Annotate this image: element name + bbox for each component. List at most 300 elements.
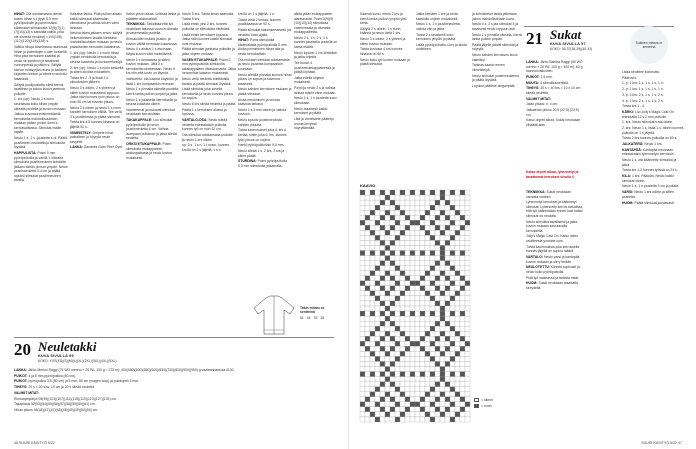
paragraph: Vaihtoehto: ota kaaviot käyttöön ja lisää 1 krs kumpaankin reunaan.	[126, 77, 178, 86]
chart-cell	[440, 372, 445, 377]
chart-cell	[395, 367, 400, 372]
chart-cell	[365, 417, 370, 422]
chart-cell	[385, 205, 390, 210]
chart-cell	[390, 220, 395, 225]
paragraph: HIHAT: Ota odottamassa olevat toisen hihan s-t (tyyli S,5 mm pyöröpuikolle ja poimi lisäksi kädenalan silmukoista 12(5)(7)(1)(7)(10)(13) s sankalla välillä, joita ole sinnekä neulotut) =100(108)(112)(120)(124)(128) s.	[14, 12, 65, 44]
chart-cell	[450, 195, 455, 200]
paragraph: Neulo kahden kerroksen kuvio valmiiksi.	[472, 53, 518, 62]
chart-cell	[365, 346, 370, 351]
chart-cell	[385, 251, 390, 256]
chart-cell	[395, 407, 400, 412]
chart-cell	[415, 190, 420, 195]
chart-cell	[370, 266, 375, 271]
chart-cell	[390, 346, 395, 351]
chart-cell	[440, 195, 445, 200]
chart-cell	[385, 351, 390, 356]
chart-cell	[425, 230, 430, 235]
chart-cell	[415, 266, 420, 271]
chart-cell	[440, 235, 445, 240]
chart-cell	[360, 195, 365, 200]
chart-cell	[440, 377, 445, 382]
chart-cell	[445, 351, 450, 356]
chart-cell	[390, 351, 395, 356]
chart-cell	[370, 261, 375, 266]
chart-cell	[390, 377, 395, 382]
chart-cell	[460, 296, 465, 301]
chart-cell	[435, 361, 440, 366]
chart-cell	[455, 387, 460, 392]
chart-cell	[440, 311, 445, 316]
chart-cell	[360, 301, 365, 306]
chart-cell	[460, 336, 465, 341]
chart-cell	[375, 225, 380, 230]
chart-cell	[365, 256, 370, 261]
chart-cell	[465, 296, 470, 301]
chart-cell	[440, 341, 445, 346]
chart-cell	[450, 261, 455, 266]
chart-cell	[445, 271, 450, 276]
chart-cell	[425, 346, 430, 351]
chart-cell	[395, 271, 400, 276]
chart-cell	[410, 286, 415, 291]
chart-cell	[460, 276, 465, 281]
chart-cell	[380, 336, 385, 341]
paragraph: Kalkaise lanka. Pidä puikon allaan kaikki silmukat kädenalan silmukoina ja vaihda toisen värin lankaan.	[70, 12, 122, 30]
chart-cell	[370, 240, 375, 245]
chart-cell	[460, 256, 465, 261]
paragraph: VIIMEISTELY: Ompele hihat paikalleen ja höyrytä neule kevyesti.	[70, 130, 113, 144]
chart-cell	[465, 321, 470, 326]
paragraph: TEKNIIKKA: Tarkoittaa että työ neulotaan tasossa vuoroin oikealla ja vasemmalla puolella.	[126, 22, 179, 36]
chart-cell	[370, 286, 375, 291]
chart-cell	[435, 251, 440, 256]
chart-cell	[365, 311, 370, 316]
chart-cell	[425, 402, 430, 407]
chart-cell	[450, 407, 455, 412]
chart-cell	[360, 341, 365, 346]
chart-cell	[445, 266, 450, 271]
chart-cell	[380, 215, 385, 220]
chart-cell	[360, 240, 365, 245]
paragraph: Neulo 1 s, 1 n joustetta 3 cm ja päätä.	[622, 184, 679, 189]
chart-cell	[455, 321, 460, 326]
chart-cell	[380, 382, 385, 387]
chart-cell	[450, 215, 455, 220]
paragraph: Neuloa lakea jatkaen ensin: säilytä heikentämisen lavalla kiinteästi mahdollisuuksien mukaan ja neulo palauttavien kerrosten kaltaisena.	[70, 31, 123, 50]
chart-cell	[465, 382, 470, 387]
chart-cell	[415, 261, 420, 266]
chart-cell	[390, 372, 395, 377]
chart-cell	[390, 387, 395, 392]
chart-cell	[370, 382, 375, 387]
chart-cell	[430, 256, 435, 261]
paragraph: Neulo koko työ kuvion mukaan ja päätä silmukat.	[360, 57, 410, 67]
chart-cell	[405, 351, 410, 356]
chart-cell	[455, 215, 460, 220]
chart-cell	[390, 230, 395, 235]
chart-cell	[400, 195, 405, 200]
chart-cell	[425, 245, 430, 250]
legend-label: = oikein	[481, 398, 493, 402]
chart-cell	[410, 210, 415, 215]
chart-cell	[415, 251, 420, 256]
chart-cell	[445, 356, 450, 361]
chart-cell	[430, 412, 435, 417]
chart-cell	[400, 296, 405, 301]
chart-cell	[385, 271, 390, 276]
chart-cell	[390, 271, 395, 276]
chart-cell	[450, 296, 455, 301]
chart-cell	[445, 261, 450, 266]
paragraph: TEKNIIKKA: Sukat neulotaan varrasta varteen.	[526, 190, 572, 199]
paragraph: alkita ylään etukappaleen alareunasta. Poimi 8(9)(9)(10)(10)(10) silmukkaa vasemmasta ja oikeasta etukappaleesta.	[294, 12, 334, 35]
chart-cell	[450, 387, 455, 392]
paragraph: Pidä työ vaaleassa ja tarkista mitat.	[526, 275, 580, 280]
chart-cell	[365, 200, 370, 205]
chart-cell	[410, 271, 415, 276]
chart-cell	[440, 417, 445, 422]
paragraph: Neulo 2 s oikein ja neulo 1 s nurin kahden kerroksen välillä. Tee vielä 3 s joustimessa ja päätä silmukat.	[70, 105, 122, 119]
chart-cell	[420, 205, 425, 210]
chart-cell	[380, 351, 385, 356]
chart-cell	[425, 387, 430, 392]
chart-cell	[465, 392, 470, 397]
chart-cell	[460, 412, 465, 417]
chart-cell	[420, 240, 425, 245]
chart-cell	[410, 190, 415, 195]
paragraph: Liitä ja viimeistele päätetyt reunat kevyesti höyryttämällä.	[294, 116, 334, 131]
chart-cell	[395, 306, 400, 311]
chart-cell	[460, 286, 465, 291]
chart-cell	[400, 377, 405, 382]
chart-cell	[365, 367, 370, 372]
chart-cell	[420, 215, 425, 220]
chart-cell	[425, 286, 430, 291]
chart-cell	[385, 306, 390, 311]
chart-cell	[370, 256, 375, 261]
chart-cell	[415, 220, 420, 225]
chart-cell	[410, 417, 415, 422]
chart-cell	[370, 225, 375, 230]
chart-cell	[465, 235, 470, 240]
chart-cell	[365, 407, 370, 412]
paragraph: Tee kuviot 4 joustinneulekappaleessa ja päätä löyhästi.	[294, 61, 335, 75]
chart-cell	[465, 306, 470, 311]
chart-cell	[410, 205, 415, 210]
paragraph: PUIKOT: 4 ja 5 mm pyöröpuikko (80 cm).	[14, 373, 76, 378]
chart-cell	[395, 240, 400, 245]
chart-cell	[375, 387, 380, 392]
paragraph: 1. p: 1 krs: 1 s, 1 s, 1 s, 1 n.	[622, 81, 664, 86]
chart-cell	[415, 205, 420, 210]
paragraph: 2. krs: Neulo 1 s, lisää 1 s, oikein kunnes puikolla on 1 s jäljellä.	[622, 126, 684, 135]
chart-cell	[375, 261, 380, 266]
paragraph: Neulo silmukat joustinneuleena ja päätä löysästi.	[472, 73, 519, 83]
chart-cell	[460, 220, 465, 225]
chart-cell	[395, 235, 400, 240]
chart-cell	[420, 326, 425, 331]
chart-cell	[360, 372, 365, 377]
chart-cell	[410, 387, 415, 392]
chart-cell	[430, 220, 435, 225]
chart-cell	[395, 397, 400, 402]
chart-cell	[455, 412, 460, 417]
chart-cell	[390, 336, 395, 341]
chart-cell	[370, 306, 375, 311]
chart-cell	[430, 276, 435, 281]
chart-cell	[405, 291, 410, 296]
chart-cell	[390, 240, 395, 245]
chart-cell	[410, 195, 415, 200]
chart-cell	[425, 407, 430, 412]
chart-cell	[375, 311, 380, 316]
chart-cell	[400, 316, 405, 321]
chart-cell	[370, 341, 375, 346]
chart-cell	[425, 266, 430, 271]
chart-cell	[380, 331, 385, 336]
paragraph: Lopuksi päättele langanpäät.	[472, 83, 516, 88]
chart-cell	[405, 240, 410, 245]
chart-cell	[430, 402, 435, 407]
chart-cell	[360, 331, 365, 336]
chart-cell	[385, 372, 390, 377]
chart-cell	[395, 417, 400, 422]
chart-cell	[455, 377, 460, 382]
chart-cell	[420, 367, 425, 372]
chart-cell	[415, 407, 420, 412]
chart-cell	[465, 200, 470, 205]
chart-cell	[405, 387, 410, 392]
paragraph: Päätä 1 s kerroksen alussa ja lopussa.	[182, 107, 227, 117]
chart-cell	[440, 271, 445, 276]
chart-cell	[425, 311, 430, 316]
chart-cell	[385, 387, 390, 392]
chart-cell	[415, 311, 420, 316]
chart-cell	[370, 230, 375, 235]
chart-cell	[370, 200, 375, 205]
chart-cell	[435, 256, 440, 261]
chart-cell	[445, 372, 450, 377]
chart-cell	[395, 266, 400, 271]
chart-cell	[440, 346, 445, 351]
paragraph: NEULOTETTU: Kiinnitä sopivasti ja neulo koko pyöröpuikolla.	[526, 265, 580, 274]
chart-cell	[365, 372, 370, 377]
paragraph: VASEN ETUKAPPALE: Poimi 3 mm pyöröpuikolla silmukoita takakappaleen olkasaumasta. Jatka neulomista kaavion mukaisesti.	[182, 57, 236, 76]
chart-cell	[430, 205, 435, 210]
chart-cell	[360, 291, 365, 296]
chart-cell	[375, 240, 380, 245]
paragraph: Päätä silmukat kaksinkertaisesti jos neulottu koko ajalla.	[238, 28, 292, 37]
chart-cell	[455, 346, 460, 351]
chart-cell	[410, 372, 415, 377]
chart-cell	[410, 331, 415, 336]
paragraph: Jalkaterän pituus 20,5 (22,5) (24,5) cm.	[526, 108, 579, 117]
chart-cell	[375, 372, 380, 377]
chart-cell	[380, 271, 385, 276]
chart-cell	[460, 382, 465, 387]
chart-cell	[445, 245, 450, 250]
chart-cell	[425, 372, 430, 377]
chart-cell	[365, 220, 370, 225]
chart-cell	[385, 407, 390, 412]
chart-cell	[410, 306, 415, 311]
chart-cell	[420, 235, 425, 240]
chart-cell	[435, 240, 440, 245]
chart-cell	[385, 331, 390, 336]
chart-cell	[425, 291, 430, 296]
chart-cell	[455, 200, 460, 205]
chart-cell	[410, 397, 415, 402]
paragraph: Jatkuu kuviossa ensimmäisellä kerroksella mahdollisuuksien mukaan pitäen puikot 4mm s-kerrosvaltiossa. Silmukat mallin rajalle.	[14, 112, 62, 135]
paragraph: Katso yksori alkaa. Leikkaa lanka ja päättele aloitusteksti.	[126, 12, 180, 21]
chart-cell	[360, 296, 365, 301]
chart-cell	[390, 382, 395, 387]
chart-cell	[435, 392, 440, 397]
pattern-subtitle: KUVA SIVULLA 57	[550, 42, 586, 46]
chart-cell	[365, 331, 370, 336]
chart-cell	[450, 372, 455, 377]
paragraph: MUUTA: 4 silmukkamerkkiä.	[526, 80, 569, 85]
chart-cell	[365, 266, 370, 271]
chart-cell	[405, 346, 410, 351]
chart-cell	[450, 412, 455, 417]
paragraph: Neulo kahden kerroksen mukaan ja päätä silmukat.	[238, 87, 292, 96]
chart-cell	[460, 321, 465, 326]
chart-cell	[465, 291, 470, 296]
chart-cell	[405, 235, 410, 240]
chart-cell	[395, 225, 400, 230]
chart-cell	[400, 356, 405, 361]
chart-cell	[445, 235, 450, 240]
chart-cell	[430, 245, 435, 250]
chart-cell	[455, 291, 460, 296]
chart-cell	[420, 387, 425, 392]
chart-cell	[365, 306, 370, 311]
chart-cell	[400, 311, 405, 316]
chart-cell	[360, 245, 365, 250]
chart-cell	[390, 306, 395, 311]
chart-cell	[390, 286, 395, 291]
chart-cell	[390, 341, 395, 346]
chart-cell	[365, 230, 370, 235]
chart-cell	[370, 235, 375, 240]
chart-cell	[455, 261, 460, 266]
chart-cell	[420, 331, 425, 336]
chart-cell	[450, 235, 455, 240]
chart-cell	[455, 225, 460, 230]
chart-cell	[405, 195, 410, 200]
chart-cell	[435, 316, 440, 321]
chart-cell	[395, 402, 400, 407]
chart-cell	[440, 251, 445, 256]
chart-cell	[445, 301, 450, 306]
chart-cell	[425, 382, 430, 387]
paragraph: Lisäa neulelee korkeutta.	[622, 70, 660, 74]
chart-cell	[370, 205, 375, 210]
chart-cell	[400, 230, 405, 235]
chart-cell	[445, 256, 450, 261]
chart-cell	[440, 331, 445, 336]
chart-cell	[420, 346, 425, 351]
chart-cell	[395, 331, 400, 336]
chart-cell	[385, 311, 390, 316]
paragraph: Neulo 3 s oikein, 2 s yhteen ja sitten kuvion mukaisesti loppuun. Jatka näin kunnes työn pituus on noin 50 cm tai toivottu pituus.	[70, 86, 120, 104]
chart-cell	[400, 326, 405, 331]
paragraph: Neulo vielä neuletta edeltävällä tavalla ja päätä silmukat löysästi.	[182, 77, 232, 86]
chart-cell	[425, 367, 430, 372]
right-col-1	[360, 12, 412, 182]
left-col-2	[70, 12, 124, 302]
chart-cell	[450, 377, 455, 382]
chart-cell	[415, 336, 420, 341]
chart-cell	[385, 382, 390, 387]
chart-cell	[455, 240, 460, 245]
chart-cell	[365, 251, 370, 256]
chart-cell	[425, 200, 430, 205]
chart-cell	[375, 412, 380, 417]
paragraph: Katso ohjeet alkaa. Sukat neulotaan ylhäältä alas.	[526, 118, 581, 127]
chart-cell	[375, 402, 380, 407]
chart-cell	[405, 276, 410, 281]
chart-cell	[420, 377, 425, 382]
chart-cell	[465, 331, 470, 336]
chart-cell	[370, 301, 375, 306]
chart-cell	[360, 346, 365, 351]
chart-cell	[440, 412, 445, 417]
chart-cell	[360, 336, 365, 341]
chart-cell	[440, 397, 445, 402]
chart-cell	[440, 392, 445, 397]
chart-cell	[415, 367, 420, 372]
chart-cell	[465, 271, 470, 276]
chart-cell	[365, 377, 370, 382]
chart-cell	[420, 341, 425, 346]
paragraph: Neulo 3 s oikein, 2 s yhteen ja sitten kuvion mukaan.	[360, 37, 406, 46]
left-col-5	[238, 12, 292, 302]
chart-cell	[415, 291, 420, 296]
chart-cell	[435, 205, 440, 210]
chart-cell	[405, 417, 410, 422]
chart-cell	[460, 417, 465, 422]
chart-cell	[405, 402, 410, 407]
chart-cell	[360, 266, 365, 271]
chart-cell	[390, 402, 395, 407]
chart-cell	[425, 220, 430, 225]
paragraph: Säilytä 2 s oikein, 1 s nurin, käännä ja neulo vielä 1 krs.	[360, 26, 402, 36]
chart-cell	[435, 382, 440, 387]
chart-cell	[395, 256, 400, 261]
chart-cell	[450, 326, 455, 331]
chart-cell	[370, 276, 375, 281]
chart-cell	[405, 205, 410, 210]
paragraph: Neulo sileää 1 s, 2 krs, 2 krs ja sitten päätä.	[238, 149, 285, 158]
chart-cell	[400, 341, 405, 346]
chart-cell	[370, 296, 375, 301]
chart-cell	[405, 397, 410, 402]
chart-cell	[370, 281, 375, 286]
chart-cell	[370, 336, 375, 341]
chart-cell	[380, 245, 385, 250]
chart-cell	[400, 235, 405, 240]
chart-cell	[375, 351, 380, 356]
chart-cell	[360, 256, 365, 261]
chart-cell	[405, 367, 410, 372]
chart-cell	[420, 296, 425, 301]
paragraph: KÄRKI: Luo Joily's Magic Cast On tekniikalla 12 s 2 mm puikolle.	[622, 110, 674, 119]
chart-cell	[390, 301, 395, 306]
chart-cell	[415, 240, 420, 245]
chart-cell	[415, 210, 420, 215]
